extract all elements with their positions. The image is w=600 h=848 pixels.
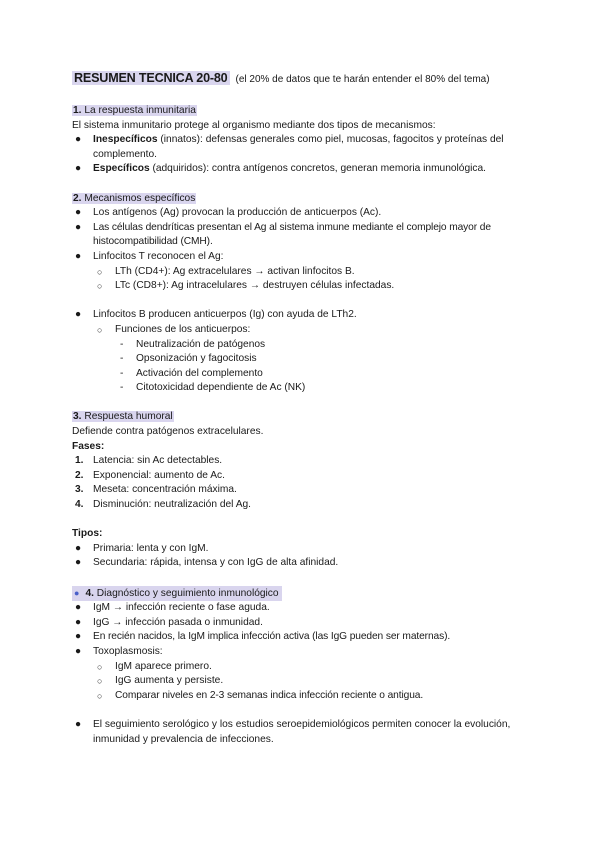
section-2-number: 2.	[73, 192, 82, 204]
item-text: Funciones de los anticuerpos:	[115, 323, 251, 335]
section-1-number: 1.	[73, 105, 82, 116]
list-item	[72, 250, 532, 265]
item-text: Linfocitos T reconocen el Ag:	[93, 250, 224, 262]
bullet-icon: ●	[75, 645, 82, 657]
term-label: Inespecíficos	[93, 134, 158, 146]
list-item	[72, 454, 532, 469]
item-text: El seguimiento serológico y los estudios seroepidemiológicos permiten conocer la evolución, inmunidad y prevalencia de infecciones.	[93, 718, 511, 745]
list-item	[72, 483, 532, 498]
sub-sub-list-item	[72, 367, 532, 382]
item-text: Meseta: concentración máxima.	[93, 484, 237, 496]
list-item	[72, 308, 532, 323]
item-text: Primaria: lenta y con IgM.	[93, 542, 209, 554]
item-text: IgM aparece primero.	[115, 660, 212, 672]
circle-bullet-icon: ○	[97, 690, 103, 701]
bullet-icon: ●	[75, 616, 82, 628]
sub-sub-list-item	[72, 381, 532, 396]
bullet-icon: ●	[75, 309, 82, 321]
term-text: (adquiridos): contra antígenos concretos, generan memoria inmunológica.	[149, 163, 486, 175]
item-text: Las células dendríticas presentan el Ag al sistema inmune mediante el complejo mayor de histocompatibilidad (CMH).	[93, 221, 491, 248]
list-item	[72, 206, 532, 221]
dash-bullet-icon: -	[120, 367, 124, 379]
item-text: Disminución: neutralización del Ag.	[93, 499, 251, 511]
item-text: Los antígenos (Ag) provocan la producción de anticuerpos (Ac).	[93, 207, 382, 219]
term-text: (innatos): defensas generales como piel, mucosas, fagocitos y proteínas del complemento.	[93, 134, 504, 160]
title-line	[72, 71, 490, 88]
circle-bullet-icon: ○	[97, 324, 103, 335]
page-subtitle: (el 20% de datos que te harán entender el 80% del tema)	[235, 74, 490, 85]
page-title: RESUMEN TECNICA 20-80	[74, 71, 228, 85]
dash-bullet-icon: -	[120, 338, 124, 350]
dash-bullet-icon: -	[120, 382, 124, 394]
list-item	[72, 616, 532, 631]
list-item	[72, 630, 532, 645]
circle-bullet-icon: ○	[97, 266, 103, 277]
section-4-title: Diagnóstico y seguimiento inmunológico	[96, 587, 279, 599]
list-item	[72, 542, 532, 557]
item-text: Activación del complemento	[136, 367, 263, 379]
list-item	[72, 221, 532, 250]
list-item	[72, 556, 532, 571]
section-1-heading	[72, 104, 532, 119]
section-2-list	[72, 206, 532, 294]
bullet-icon: ●	[74, 587, 80, 598]
item-text: Comparar niveles en 2-3 semanas indica infección reciente o antigua.	[115, 689, 424, 701]
fases-label: Fases:	[72, 440, 105, 452]
section-2-heading	[72, 192, 532, 207]
term-label: Específicos	[93, 163, 150, 175]
section-4-list	[72, 601, 532, 703]
item-text: LTh (CD4+): Ag extracelulares → activan linfocitos B.	[115, 265, 355, 277]
list-number: 2.	[75, 469, 84, 481]
circle-bullet-icon: ○	[97, 676, 103, 687]
bullet-icon: ●	[75, 221, 82, 233]
section-3-number: 3.	[73, 411, 82, 423]
item-text: IgG aumenta y persiste.	[115, 675, 224, 687]
sub-list-item	[72, 265, 532, 280]
bullet-icon: ●	[75, 134, 82, 146]
list-item	[72, 601, 532, 616]
item-text: IgG → infección pasada o inmunidad.	[93, 616, 263, 628]
sub-list-item	[72, 689, 532, 704]
item-text: Secundaria: rápida, intensa y con IgG de alta afinidad.	[93, 557, 339, 569]
bullet-icon: ●	[75, 250, 82, 262]
tipos-label: Tipos:	[72, 528, 103, 540]
section-2-title: Mecanismos específicos	[84, 192, 196, 204]
section-3-intro: Defiende contra patógenos extracelulares.	[72, 426, 264, 438]
sub-list-item	[72, 660, 532, 675]
circle-bullet-icon: ○	[97, 281, 103, 292]
sub-list-item	[72, 279, 532, 294]
document-content	[72, 104, 532, 747]
sub-sub-list-item	[72, 352, 532, 367]
bullet-icon: ●	[75, 542, 82, 554]
list-item	[72, 162, 532, 177]
list-item	[72, 498, 532, 513]
fases-list	[72, 454, 532, 512]
section-4-heading	[72, 586, 532, 602]
section-1-list	[72, 133, 532, 177]
section-3-title: Respuesta humoral	[84, 411, 173, 423]
item-text: Latencia: sin Ac detectables.	[93, 455, 223, 467]
bullet-icon: ●	[75, 163, 82, 175]
section-1-intro: El sistema inmunitario protege al organismo mediante dos tipos de mecanismos:	[72, 119, 436, 131]
bullet-icon: ●	[75, 602, 82, 614]
item-text: Exponencial: aumento de Ac.	[93, 469, 225, 481]
section-4-number: 4.	[85, 587, 94, 599]
list-item	[72, 469, 532, 484]
sub-list-item	[72, 674, 532, 689]
bullet-icon: ●	[75, 631, 82, 643]
bullet-icon: ●	[75, 718, 82, 730]
dash-bullet-icon: -	[120, 353, 124, 365]
sub-list-item	[72, 323, 532, 338]
list-number: 4.	[75, 499, 84, 511]
item-text: En recién nacidos, la IgM implica infección activa (las IgG pueden ser maternas).	[93, 631, 451, 643]
list-number: 3.	[75, 484, 84, 496]
item-text: Neutralización de patógenos	[136, 338, 266, 350]
item-text: Toxoplasmosis:	[93, 645, 163, 657]
item-text: Citotoxicidad dependiente de Ac (NK)	[136, 382, 306, 394]
list-item	[72, 133, 532, 162]
item-text: LTc (CD8+): Ag intracelulares → destruyen células infectadas.	[115, 280, 395, 292]
section-3-heading	[72, 410, 532, 425]
item-text: Linfocitos B producen anticuerpos (Ig) con ayuda de LTh2.	[93, 309, 357, 321]
list-number: 1.	[75, 455, 84, 467]
list-item	[72, 718, 532, 747]
section-2-list-b	[72, 308, 532, 396]
bullet-icon: ●	[75, 207, 82, 219]
item-text: IgM → infección reciente o fase aguda.	[93, 602, 270, 614]
tipos-list	[72, 542, 532, 571]
section-4-list-b	[72, 718, 532, 747]
item-text: Opsonización y fagocitosis	[136, 353, 257, 365]
section-1-title: La respuesta inmunitaria	[84, 105, 196, 116]
sub-sub-list-item	[72, 338, 532, 353]
bullet-icon: ●	[75, 557, 82, 569]
circle-bullet-icon: ○	[97, 661, 103, 672]
list-item	[72, 645, 532, 660]
